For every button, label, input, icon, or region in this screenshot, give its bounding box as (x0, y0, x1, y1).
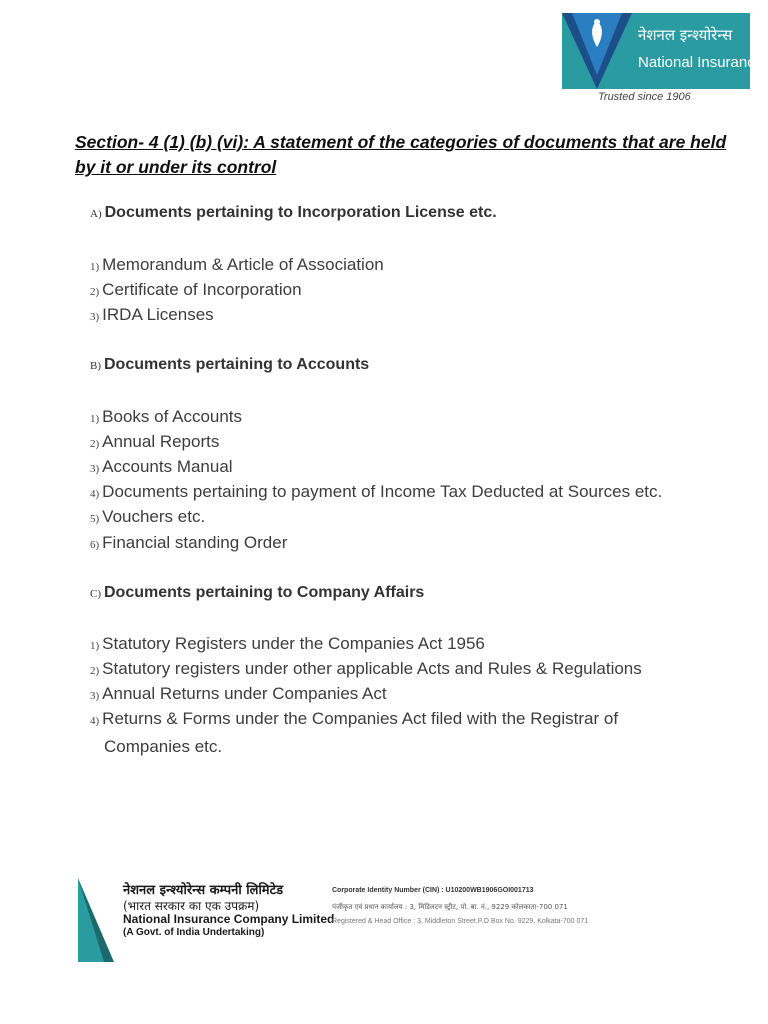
logo-english-text: National Insurance (638, 54, 764, 71)
section-heading-text: Documents pertaining to Accounts (104, 356, 370, 373)
item-text: Accounts Manual (102, 457, 233, 476)
item-number: 4) (90, 488, 100, 500)
logo-hindi-text: नेशनल इन्श्योरेन्स (638, 26, 733, 44)
footer-company-hindi: नेशनल इन्श्योरेन्स कम्पनी लिमिटेड (123, 883, 284, 898)
list-item (90, 706, 618, 759)
item-number: 4) (90, 715, 100, 727)
list-item (90, 454, 233, 482)
list-item (90, 504, 205, 532)
footer-govt-english: (A Govt. of India Undertaking) (123, 927, 265, 938)
peacock-logo-icon (562, 13, 632, 89)
section-heading-text: Documents pertaining to Company Affairs (104, 584, 425, 601)
section-heading-b (90, 356, 369, 374)
item-text: Statutory registers under other applicable Acts and Rules & Regulations (102, 659, 642, 678)
item-text: Memorandum & Article of Association (102, 255, 384, 274)
footer-govt-hindi: (भारत सरकार का एक उपक्रम) (123, 899, 260, 913)
item-number: 2) (90, 665, 100, 677)
section-letter: C) (90, 588, 101, 600)
list-item (90, 252, 384, 280)
item-number: 2) (90, 286, 100, 298)
list-item (90, 656, 642, 684)
tagline: Trusted since 1906 (598, 91, 691, 103)
list-item (90, 530, 287, 558)
item-text: Statutory Registers under the Companies Act 1956 (102, 634, 485, 653)
item-number: 2) (90, 438, 100, 450)
section-heading-a (90, 204, 497, 222)
section-letter: B) (90, 360, 101, 372)
company-logo (562, 13, 764, 89)
item-number: 1) (90, 640, 100, 652)
item-text: Vouchers etc. (102, 507, 206, 526)
list-item (90, 681, 387, 709)
item-text-continuation: Companies etc. (104, 737, 223, 756)
item-number: 1) (90, 413, 100, 425)
list-item (90, 277, 302, 305)
list-item (90, 404, 242, 432)
footer-logo-wedge-icon (78, 878, 114, 962)
item-number: 3) (90, 311, 100, 323)
item-number: 5) (90, 513, 100, 525)
page-title: Section- 4 (1) (b) (vi): A statement of the categories of documents that are held by it or under its control (75, 132, 727, 177)
item-number: 6) (90, 539, 100, 551)
item-text: Returns & Forms under the Companies Act filed with the Registrar of (102, 709, 619, 728)
footer-address-hindi: पंजीकृत एवं प्रधान कार्यालय : 3, मिडिलटन स्ट्रीट, पो. बा. नं., 9229 कोलकाता-700 071 (332, 903, 568, 911)
item-number: 3) (90, 690, 100, 702)
list-item (90, 479, 662, 507)
item-number: 1) (90, 261, 100, 273)
item-text: Books of Accounts (102, 407, 243, 426)
footer-cin: Corporate Identity Number (CIN) : U10200WB1906GOI001713 (332, 887, 534, 894)
item-number: 3) (90, 463, 100, 475)
list-item (90, 429, 219, 457)
section-letter: A) (90, 208, 102, 220)
item-text: Certificate of Incorporation (102, 280, 302, 299)
item-text: Annual Reports (102, 432, 220, 451)
section-heading-text: Documents pertaining to Incorporation License etc. (104, 204, 497, 221)
item-text: IRDA Licenses (102, 305, 214, 324)
item-text: Documents pertaining to payment of Income Tax Deducted at Sources etc. (102, 482, 663, 501)
footer-address-english: Registered & Head Office : 3, Middleton Street,P.O Box No. 9229, Kolkata-700 071 (332, 918, 589, 925)
section-heading-c (90, 584, 424, 602)
item-text: Annual Returns under Companies Act (102, 684, 387, 703)
footer-company-english: National Insurance Company Limited (123, 912, 335, 926)
item-text: Financial standing Order (102, 533, 288, 552)
list-item (90, 302, 214, 330)
list-item (90, 631, 485, 659)
